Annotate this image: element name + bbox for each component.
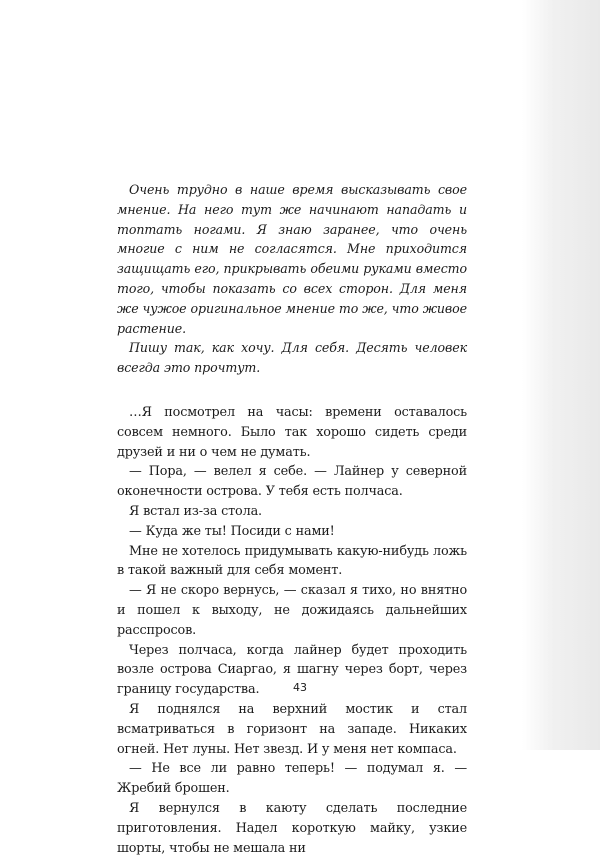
epigraph-paragraph-2: Пишу так, как хочу. Для себя. Десять человек всегда это прочтут. xyxy=(117,340,467,376)
section-gap xyxy=(117,378,467,403)
paragraph-10: Я вернулся в каюту сделать последние приготовления. Надел короткую майку, узкие шорты, чтобы не мешала ни xyxy=(117,800,467,856)
main-text xyxy=(117,403,467,858)
paragraph-3: Я встал из-за стола. xyxy=(129,503,262,519)
page-text-block xyxy=(117,180,467,858)
paragraph-7: Через полчаса, когда лайнер будет проходить возле острова Сиаргао, я шагну через борт, через границу государства. xyxy=(117,642,467,698)
paragraph-6: — Я не скоро вернусь, — сказал я тихо, но внятно и пошел к выходу, не дожидаясь дальнейших расспросов. xyxy=(117,583,467,638)
paragraph-8: Я поднялся на верхний мостик и стал всматриваться в горизонт на западе. Никаких огней. Нет луны. Нет звезд. И у меня нет компаса. xyxy=(117,701,467,757)
paragraph-9: — Не все ли равно теперь! — подумал я. — Жребий брошен. xyxy=(117,761,467,797)
page-number: 43 xyxy=(293,681,307,694)
epigraph xyxy=(117,180,467,378)
paragraph-5: Мне не хотелось придумывать какую-нибудь ложь в такой важный для себя момент. xyxy=(117,543,467,579)
paragraph-4: — Куда же ты! Посиди с нами! xyxy=(129,523,335,539)
paragraph-2: — Пора, — велел я себе. — Лайнер у северной оконечности острова. У тебя есть полчаса. xyxy=(117,464,467,500)
paragraph-1: …Я посмотрел на часы: времени оставалось совсем немного. Было так хорошо сидеть среди друзей и ни о чем не думать. xyxy=(117,404,467,460)
epigraph-paragraph-1: Очень трудно в наше время высказывать свое мнение. На него тут же начинают нападать и топтать ногами. Я знаю заранее, что очень многие с ним не согласятся. Мне приходится защищать его, прикрывать обеими руками вместо того, чтобы показать со всех сторон. Для меня же чужое оригинальное мнение то же, что живое растение. xyxy=(117,182,467,336)
page-edge-shadow xyxy=(522,0,600,750)
